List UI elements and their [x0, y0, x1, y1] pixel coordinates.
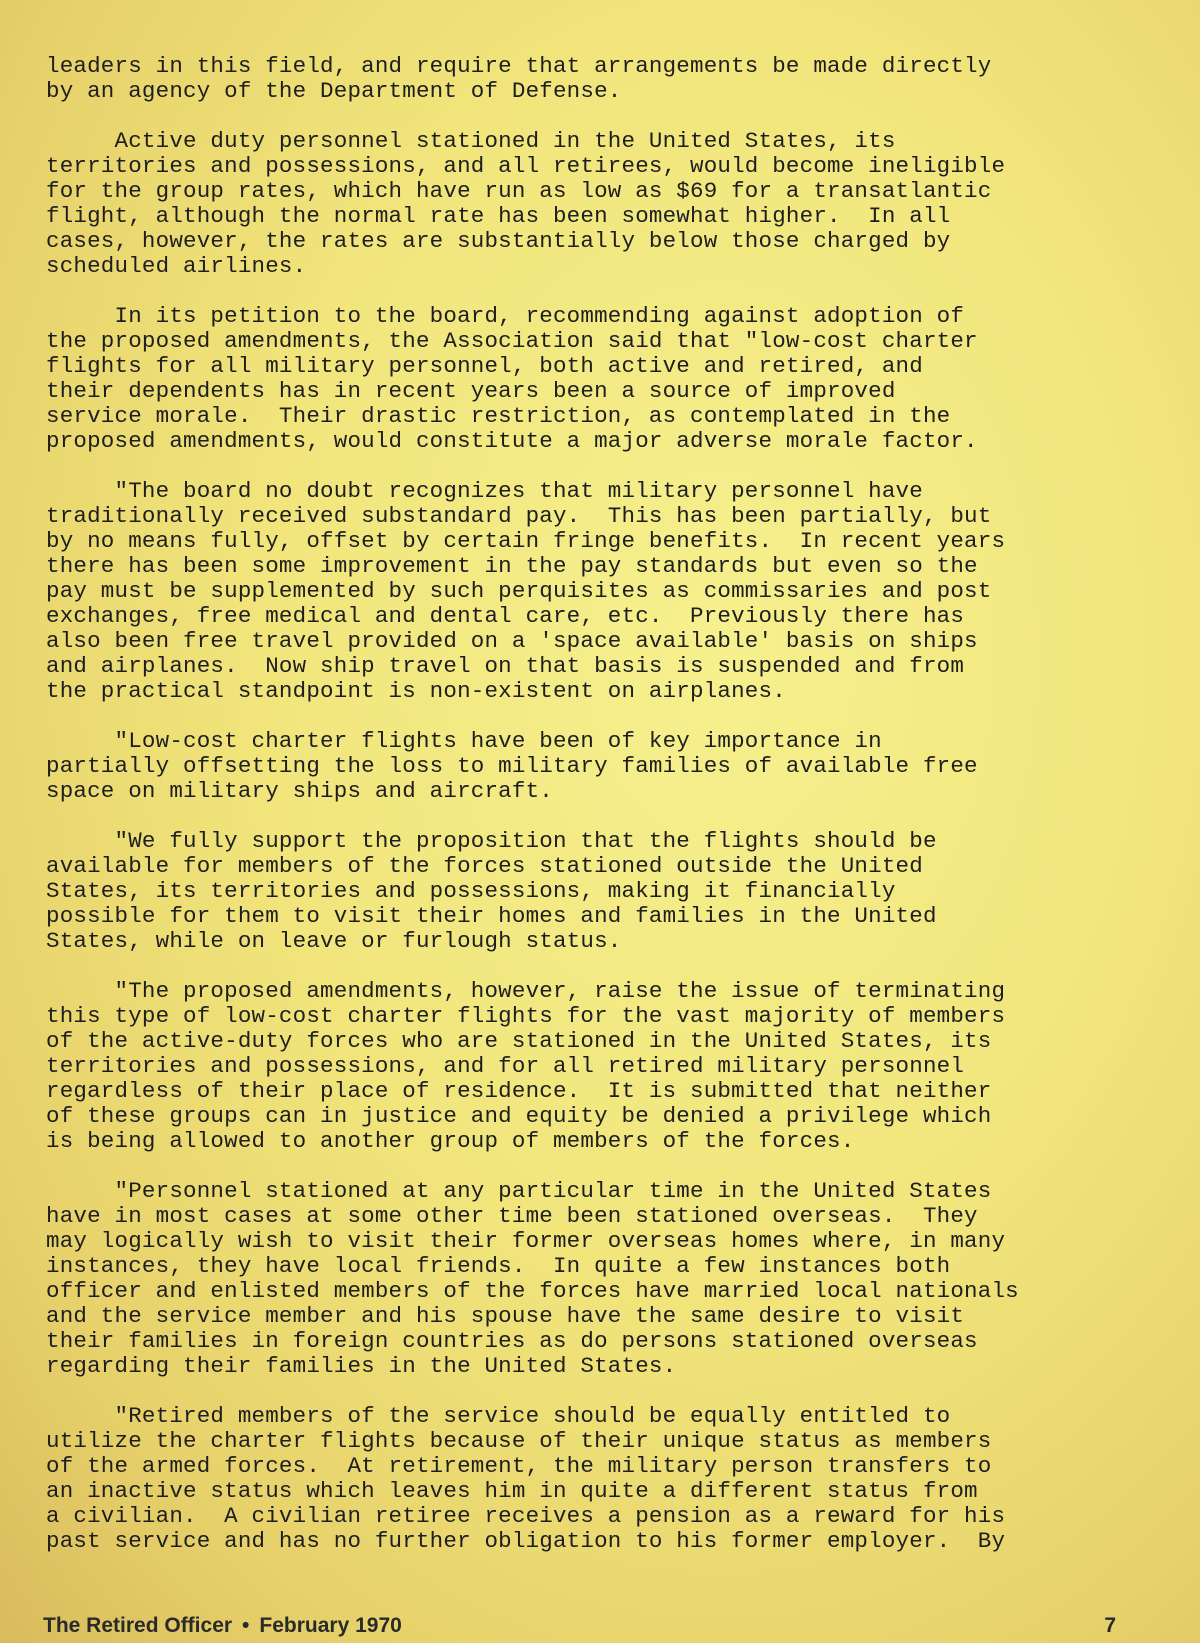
issue-date: February 1970 — [259, 1614, 402, 1637]
footer-credit — [43, 1614, 402, 1638]
paragraph: "Retired members of the service should be equally entitled to utilize the charter flights because of their unique status as members of the armed forces. At retirement, the military person transfers to an inactive status which leaves him in quite a different status from a civilian. A civilian retiree receives a pension as a reward for his past service and has no further obligation to his former employer. By — [46, 1403, 1006, 1554]
paragraph: "The board no doubt recognizes that military personnel have traditionally received substandard pay. This has been partially, but by no means fully, offset by certain fringe benefits. In recent years there has been some improvement in the pay standards but even so the pay must be supplemented by such perquisites as commissaries and post exchanges, free medical and dental care, etc. Previously there has also been free travel provided on a 'space available' basis on ships and airplanes. Now ship travel on that basis is suspended and from the practical standpoint is non-existent on airplanes. — [46, 478, 1006, 704]
paragraph: "The proposed amendments, however, raise the issue of terminating this type of low-cost charter flights for the vast majority of members of the active-duty forces who are stationed in the United States, its territories and possessions, and for all retired military personnel regardless of their place of residence. It is submitted that neither of these groups can in justice and equity be denied a privilege which is being allowed to another group of members of the forces. — [46, 978, 1006, 1154]
paragraph: leaders in this field, and require that arrangements be made directly by an agency of the Department of Defense. — [46, 53, 992, 104]
paragraph: Active duty personnel stationed in the United States, its territories and possessions, and all retirees, would become ineligible for the group rates, which have run as low as $69 for a transatlantic flight, although the normal rate has been somewhat higher. In all cases, however, the rates are substantially below those charged by scheduled airlines. — [46, 128, 1006, 279]
paragraph: "Personnel stationed at any particular time in the United States have in most cases at some other time been stationed overseas. They may logically wish to visit their former overseas homes where, in many instances, they have local friends. In quite a few instances both officer and enlisted members of the forces have married local nationals and the service member and his spouse have the same desire to visit their families in foreign countries as do persons stationed overseas regarding their families in the United States. — [46, 1178, 1019, 1379]
separator-dot: • — [242, 1614, 250, 1637]
article-body — [46, 54, 1166, 1579]
paragraph: "Low-cost charter flights have been of key importance in partially offsetting the loss to military families of available free space on military ships and aircraft. — [46, 728, 978, 804]
paragraph: "We fully support the proposition that the flights should be available for members of the forces stationed outside the United States, its territories and possessions, making it financially possible for them to visit their homes and families in the United States, while on leave or furlough status. — [46, 828, 937, 954]
paragraph: In its petition to the board, recommending against adoption of the proposed amendments, the Association said that "low-cost charter flights for all military personnel, both active and retired, and their dependents has in recent years been a source of improved service morale. Their drastic restriction, as contemplated in the proposed amendments, would constitute a major adverse morale factor. — [46, 303, 978, 454]
publication-name: The Retired Officer — [43, 1614, 233, 1637]
page-number: 7 — [1104, 1614, 1116, 1637]
